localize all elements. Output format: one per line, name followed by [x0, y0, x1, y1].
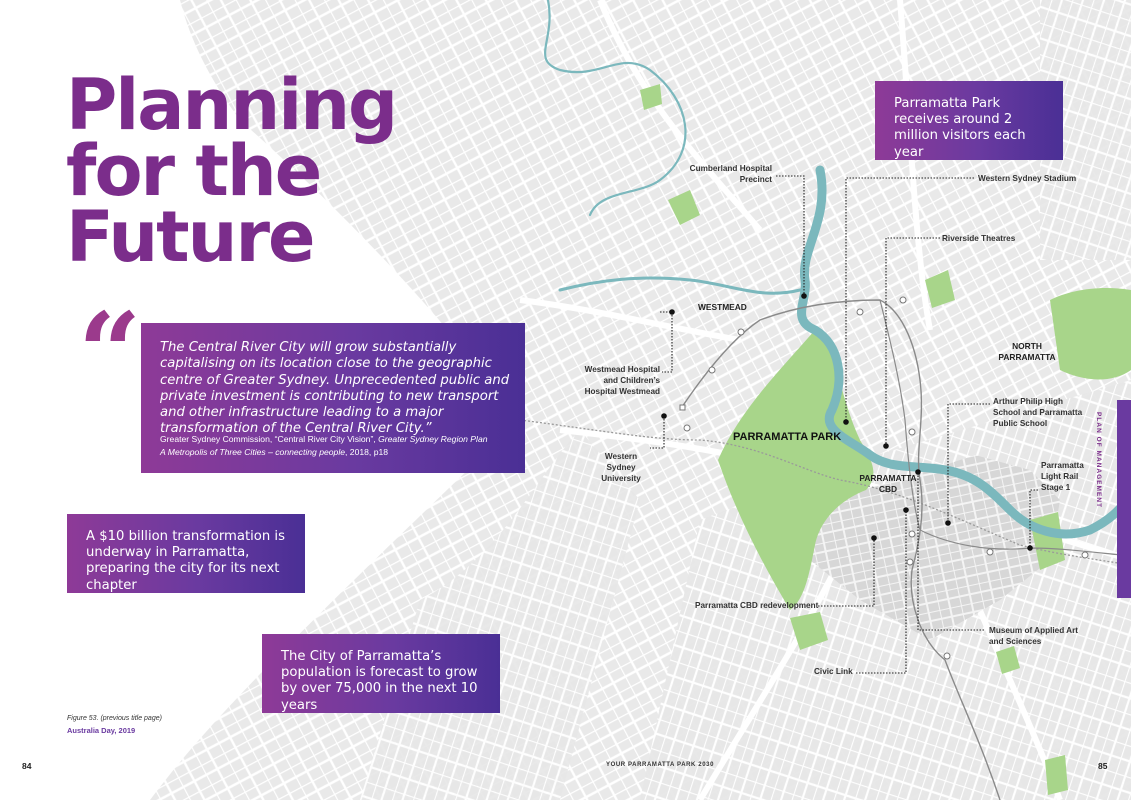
caption-line: Figure 53. (previous title page): [67, 715, 162, 722]
map-label-light-rail: Parramatta Light Rail Stage 1: [1041, 461, 1084, 492]
side-tab-label: PLAN OF MANAGEMENT: [1095, 412, 1102, 509]
quote-citation: [160, 433, 520, 459]
stat-text: Parramatta Park receives around 2 million visitors each year: [894, 96, 1026, 160]
map-label-western-sydney-stadium: Western Sydney Stadium: [978, 174, 1077, 183]
citation-source: Greater Sydney Commission, “Central River City Vision”,: [160, 434, 376, 444]
side-tab: [1117, 400, 1131, 598]
stat-box-population: [262, 634, 500, 713]
footer-title: YOUR PARRAMATTA PARK 2030: [606, 762, 715, 768]
map-label-parramatta-park: PARRAMATTA PARK: [733, 431, 842, 443]
map-label-westmead: WESTMEAD: [698, 302, 747, 312]
caption-line: Australia Day, 2019: [67, 726, 136, 735]
citation-subtitle: A Metropolis of Three Cities – connecting people: [160, 447, 346, 457]
map-label-parramatta-cbd: PARRAMATTA CBD: [859, 473, 917, 494]
citation-year: , 2018, p18: [345, 447, 389, 457]
quote-box: [141, 323, 525, 473]
map-label-arthur-philip: Arthur Philip High School and Parramatta Public School: [993, 397, 1083, 428]
page-number-right: 85: [1098, 761, 1108, 771]
map-label-cumberland-hospital: Cumberland Hospital Precinct: [689, 164, 772, 184]
title-line: Planning: [66, 64, 397, 146]
page-number-left: 84: [22, 761, 32, 771]
stat-box-visitors: [875, 81, 1063, 160]
map-label-riverside-theatres: Riverside Theatres: [942, 234, 1016, 243]
stat-text: A $10 billion transformation is underway in Parramatta, preparing the city for its next chapter: [86, 529, 285, 593]
map-label-cbd-redevelopment: Parramatta CBD redevelopment: [695, 601, 819, 610]
quote-mark-icon: “: [78, 288, 142, 417]
map-label-museum: Museum of Applied Art and Sciences: [989, 626, 1078, 646]
map-label-westmead-hospital: Westmead Hospital and Children’s Hospital Westmead: [584, 365, 660, 396]
citation-title: Greater Sydney Region Plan: [378, 434, 488, 444]
title-line: for the: [66, 130, 321, 212]
stat-box-transformation: [67, 514, 305, 593]
quote-text: The Central River City will grow substantially capitalising on its location close to the geographic centre of Greater Sydney. Unprecedented public and private investment is contributing to new transport and other infrastructure leading to a major transformation of the Central River City.”: [160, 340, 510, 437]
map-label-western-sydney-university: Western Sydney University: [601, 452, 641, 483]
map-label-civic-link: Civic Link: [814, 667, 853, 676]
figure-caption: [67, 713, 162, 737]
title-line: Future: [66, 196, 314, 278]
page-title: [66, 64, 397, 278]
map-label-north-parramatta: NORTH PARRAMATTA: [998, 341, 1056, 362]
stat-text: The City of Parramatta’s population is forecast to grow by over 75,000 in the next 10 years: [281, 649, 478, 713]
